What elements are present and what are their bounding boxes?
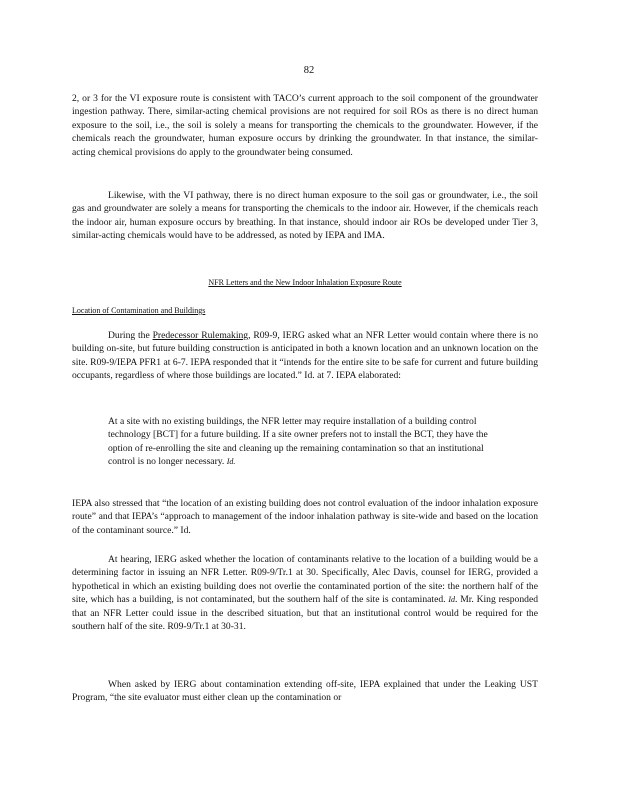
- subsection-heading: [72, 306, 538, 316]
- paragraph-hearing-hypothetical: [72, 553, 538, 633]
- section-heading-text: NFR Letters and the New Indoor Inhalation Exposure Route: [208, 278, 402, 287]
- paragraph-site-wide-approach: IEPA also stressed that “the location of an existing building does not control evaluation of the indoor inhalation exposure route” and that IEPA’s “approach to management of the indoor inhalation pathway is site-wide and based on the location of the contaminant source.” Id.: [72, 498, 538, 536]
- page-number: 82: [303, 65, 315, 76]
- block-quote-text: At a site with no existing buildings, the NFR letter may require installation of a building control technology [BCT] for a future building. If a site owner prefers not to install the BCT, they have the option of re-enrolling the site and cleaning up the remaining contamination so that an institutional control is no longer necessary.: [108, 416, 488, 468]
- hearing-text-end: . Mr. King responded that an NFR Letter could issue in the described situation, but that an institutional control would be required for the southern half of the site. R09-9/Tr.1 at 30-31.: [72, 594, 538, 633]
- section-heading: [72, 278, 538, 288]
- paragraph-vi-pathway: Likewise, with the VI pathway, there is no direct human exposure to the soil gas or groundwater, i.e., the soil gas and groundwater are solely a means for transporting the chemicals to the indoor air. However, if the chemicals reach the indoor air, human exposure occurs by breathing. In that instance, should indoor air ROs be developed under Tier 3, similar-acting chemicals would have to be addressed, as noted by IEPA and IMA.: [72, 190, 538, 242]
- paragraph-taco-approach: 2, or 3 for the VI exposure route is consistent with TACO’s current approach to the soil component of the groundwater ingestion pathway. There, similar-acting chemical provisions are not required for soil ROs as there is no direct human exposure to the soil, i.e., the soil is solely a means for transporting the chemicals to the groundwater. However, if the chemicals reach the groundwater, human exposure occurs by drinking the groundwater. In that instance, the similar-acting chemical provisions do apply to the groundwater being consumed.: [72, 93, 538, 158]
- predecessor-rulemaking-link[interactable]: Predecessor Rulemaking: [152, 330, 249, 341]
- hearing-id-citation: Id: [448, 595, 455, 605]
- subsection-heading-text: Location of Contamination and Buildings: [72, 306, 206, 315]
- block-quote: [108, 415, 502, 469]
- paragraph-text-start: During the: [108, 330, 153, 341]
- paragraph-off-site-contamination: When asked by IERG about contamination extending off-site, IEPA explained that under the Leaking UST Program, “the site evaluator must either clean up the contamination or: [72, 679, 538, 704]
- paragraph-text-end: , R09-9, IERG asked what an NFR Letter would contain where there is no building on-site, but future building construction is anticipated in both a known location and an unknown location on the site. R09-9/IEPA PFR1 at 6-7. IEPA responded that it “intends for the entire site to be safe for current and future building occupants, regardless of where those buildings are located.” Id. at 7. IEPA elaborated:: [72, 330, 538, 382]
- block-quote-citation: Id.: [226, 457, 236, 467]
- paragraph-predecessor-rulemaking: [72, 329, 538, 383]
- hearing-text-start: At hearing, IERG asked whether the location of contaminants relative to the location of a building would be a determining factor in issuing an NFR Letter. R09-9/Tr.1 at 30. Specifically, Alec Davis, counsel for IERG, provided a hypothetical in which an existing building does not overlie the contaminated portion of the site: the northern half of the site, which has a building, is not contaminated, but the southern half of the site is contaminated.: [72, 554, 538, 606]
